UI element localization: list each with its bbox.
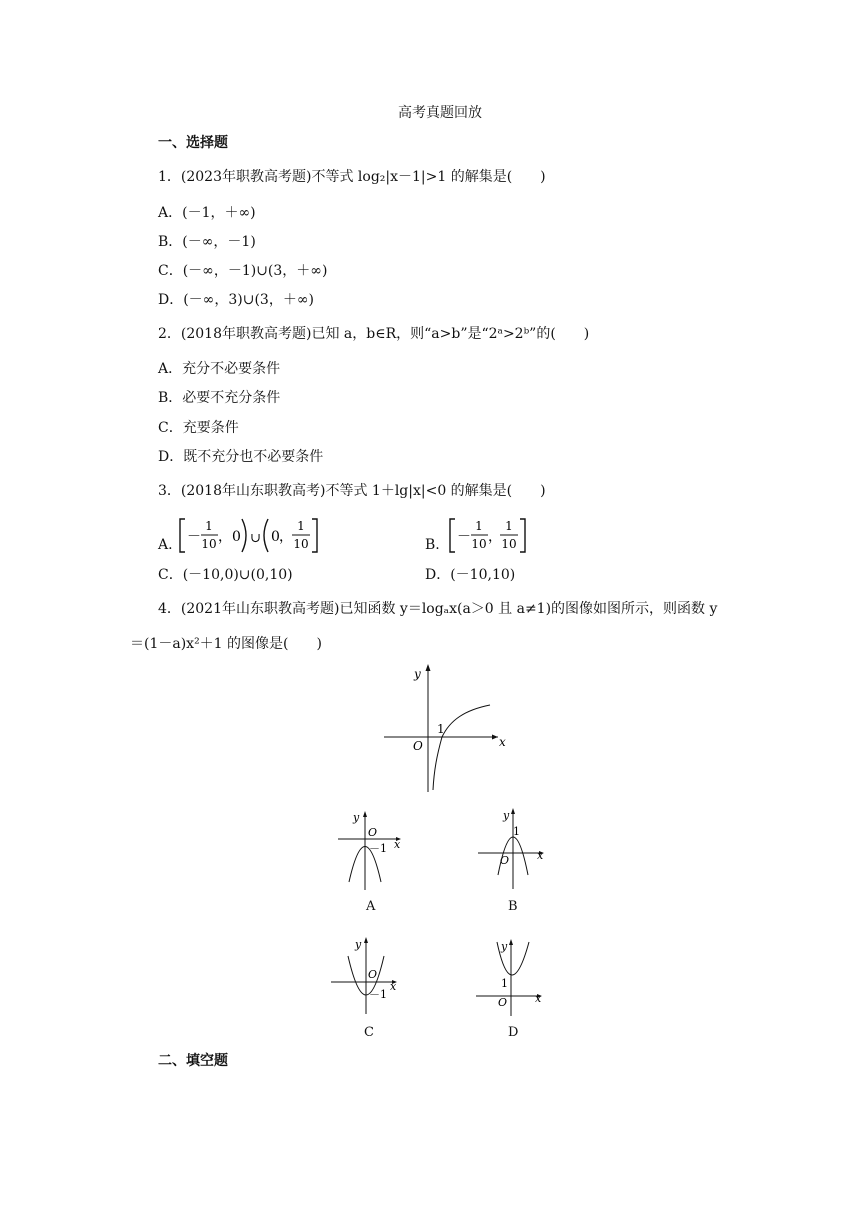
comma: ， <box>488 529 502 545</box>
origin-label: O <box>368 968 378 981</box>
origin-label: O <box>498 996 508 1009</box>
y-label: y <box>414 667 421 681</box>
y-label: y <box>501 940 508 953</box>
y-label: y <box>355 938 362 951</box>
left-bracket <box>450 519 455 552</box>
comma: ， <box>279 529 293 545</box>
fraction-denominator: 10 <box>471 537 487 551</box>
question-4-stem-line-1: 4．(2021年山东职教高考题)已知函数 y＝logₐx(a＞0 且 a≠1)的图像如图所示，则函数 y <box>158 601 718 617</box>
fraction-numerator: 1 <box>205 519 213 533</box>
zero: 0 <box>232 529 241 545</box>
x-axis-arrow <box>492 735 498 740</box>
question-3-option-a-label: A. <box>158 537 173 553</box>
section-heading-choice: 一、选择题 <box>158 135 228 151</box>
x-label: x <box>390 980 397 993</box>
y-label: y <box>503 809 510 822</box>
question-2-option-b: B．必要不充分条件 <box>158 390 281 406</box>
right-paren <box>242 519 246 552</box>
zero: 0 <box>271 529 280 545</box>
tick-1-label: 1 <box>501 977 508 990</box>
question-3-option-c: C．(－10,0)∪(0,10) <box>158 567 293 583</box>
question-1-option-a: A．(－1，＋∞) <box>158 205 256 221</box>
x-label: x <box>537 849 544 862</box>
section-heading-fill-in: 二、填空题 <box>158 1053 228 1069</box>
minus-sign: － <box>187 529 201 545</box>
option-a-graph <box>335 808 410 893</box>
option-c-caption: C <box>364 1025 374 1040</box>
x-label: x <box>499 735 506 749</box>
question-1-option-b: B．(－∞，－1) <box>158 234 256 250</box>
neg-one-label: －1 <box>369 842 387 855</box>
question-3-option-b-label: B. <box>425 537 440 553</box>
origin-label: O <box>368 826 378 839</box>
left-paren <box>264 519 268 552</box>
origin-label: O <box>500 854 510 867</box>
question-3-option-b-interval <box>446 516 526 556</box>
fraction-numerator: 1 <box>505 519 513 533</box>
question-2-option-c: C．充要条件 <box>158 420 239 436</box>
question-2-stem: 2．(2018年职教高考题)已知 a，b∈R，则“a>b”是“2ᵃ>2ᵇ”的( ) <box>158 326 590 342</box>
y-axis-arrow <box>511 808 515 814</box>
minus-sign: － <box>457 529 471 545</box>
fraction-denominator: 10 <box>293 537 309 551</box>
question-3-option-a-interval <box>176 516 321 556</box>
log-curve <box>433 705 490 790</box>
tick-1-label: 1 <box>513 825 520 838</box>
comma: ， <box>218 529 232 545</box>
neg-one-label: －1 <box>369 988 387 1001</box>
fraction-numerator: 1 <box>297 519 305 533</box>
question-2-option-d: D．既不充分也不必要条件 <box>158 449 324 465</box>
y-axis-arrow <box>426 664 431 671</box>
log-function-graph <box>380 660 510 800</box>
page-title: 高考真题回放 <box>398 105 482 121</box>
union-sign: ∪ <box>250 531 261 546</box>
x-label: x <box>535 992 542 1005</box>
question-4-stem-line-2: ＝(1－a)x²＋1 的图像是( ) <box>130 636 322 652</box>
fraction-numerator: 1 <box>475 519 483 533</box>
question-1-option-c: C．(－∞，－1)∪(3，＋∞) <box>158 263 328 279</box>
question-2-option-a: A．充分不必要条件 <box>158 361 281 377</box>
option-d-graph <box>473 936 553 1021</box>
y-label: y <box>353 811 360 824</box>
x-label: x <box>394 838 401 851</box>
y-axis-arrow <box>509 939 513 945</box>
question-3-stem: 3．(2018年山东职教高考)不等式 1＋lg|x|<0 的解集是( ) <box>158 483 546 499</box>
y-axis-arrow <box>364 937 368 943</box>
y-axis-arrow <box>363 811 367 817</box>
question-1-option-d: D．(－∞，3)∪(3，＋∞) <box>158 292 314 308</box>
question-3-option-d: D．(－10,10) <box>425 567 516 583</box>
origin-label: O <box>413 739 423 753</box>
left-bracket <box>180 519 185 552</box>
fraction-denominator: 10 <box>501 537 517 551</box>
option-b-caption: B <box>508 899 518 914</box>
question-1-stem: 1．(2023年职教高考题)不等式 log₂|x－1|>1 的解集是( ) <box>158 169 546 185</box>
fraction-denominator: 10 <box>201 537 217 551</box>
right-bracket <box>520 519 525 552</box>
option-b-graph <box>475 805 555 890</box>
right-bracket <box>312 519 317 552</box>
tick-1-label: 1 <box>437 722 445 736</box>
option-c-graph <box>328 934 408 1019</box>
option-d-caption: D <box>508 1025 519 1040</box>
option-a-caption: A <box>366 899 376 914</box>
